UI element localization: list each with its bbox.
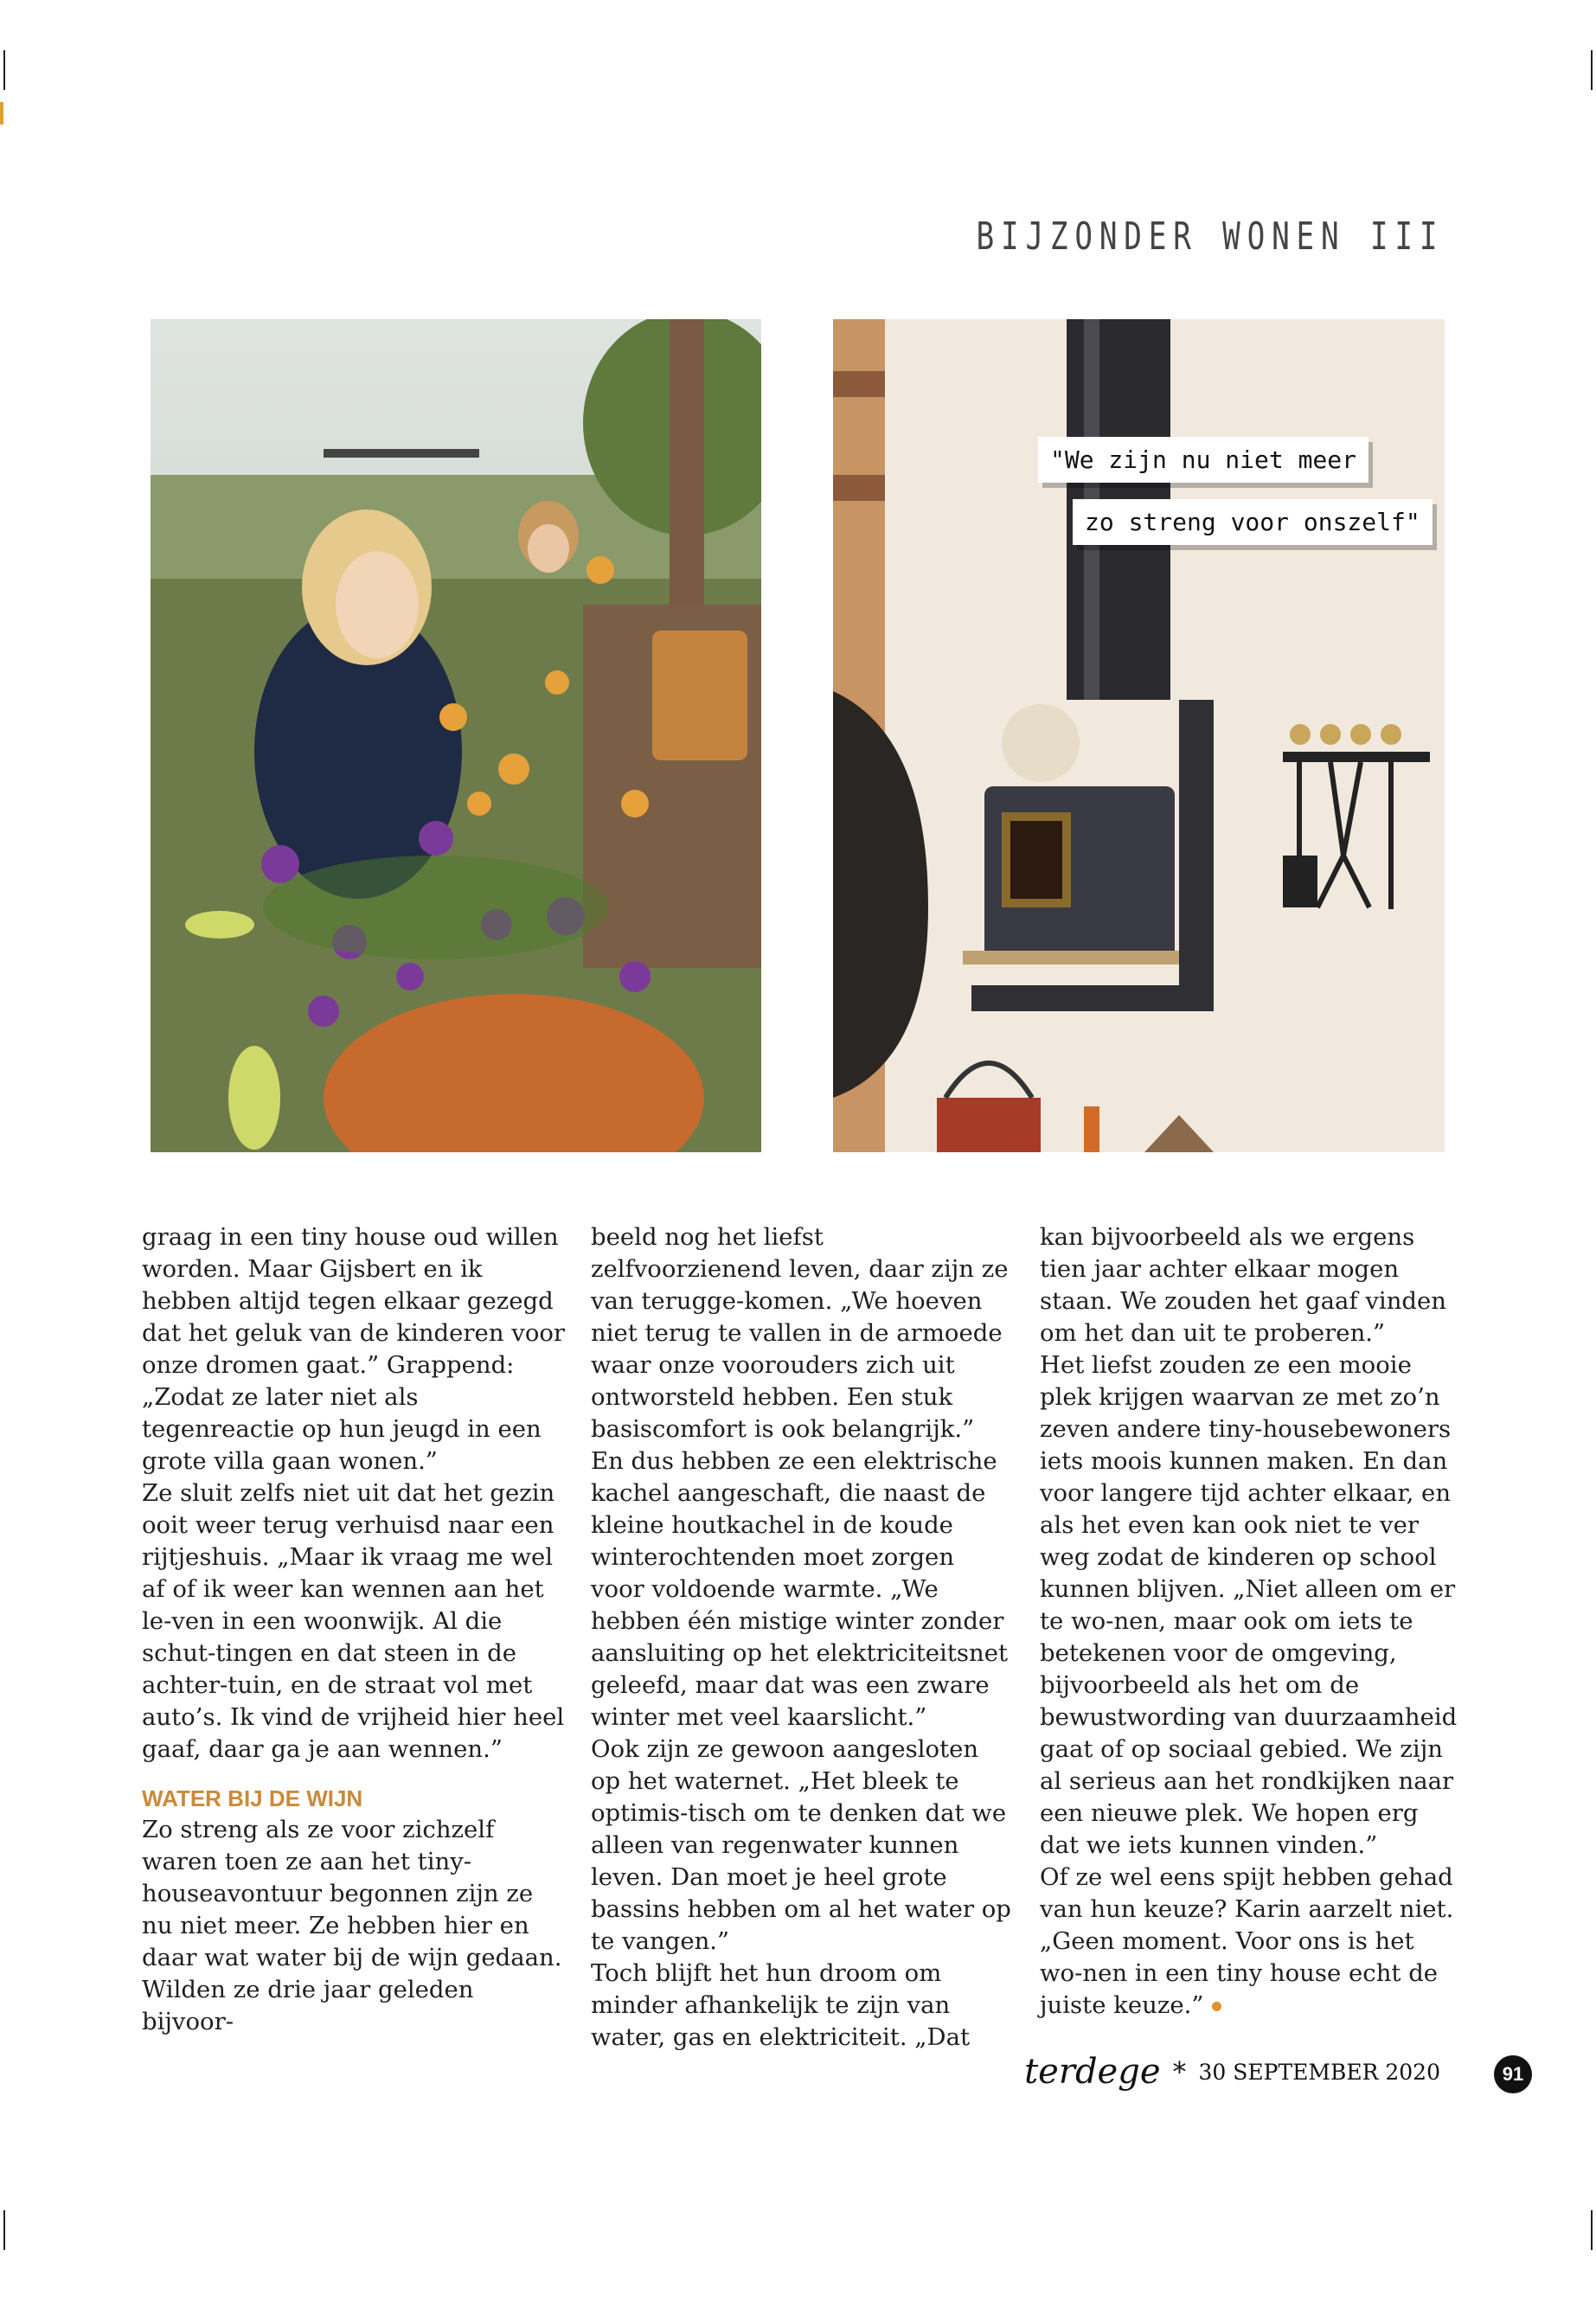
paragraph-text: Of ze wel eens spijt hebben gehad van hun keuze? Karin aarzelt niet. „Geen moment. Voor ons is het wo-nen in een tiny house echt de juiste keuze.” — [1040, 1863, 1454, 2019]
crop-mark-top-right — [1591, 50, 1593, 90]
paragraph: Ook zijn ze gewoon aangesloten op het waternet. „Het bleek te optimis-tisch om te denken dat we alleen van regenwater kunnen leven. Dan moet je heel grote bassins hebben om al het water op te vangen.” — [591, 1735, 1011, 1955]
end-mark-icon — [1212, 2002, 1221, 2011]
paragraph: graag in een tiny house oud willen worden. Maar Gijsbert en ik hebben altijd tegen elkaar gezegd dat het geluk van de kinderen voor onze dromen gaat.” Grappend: „Zodat ze later niet als tegenreactie op hun jeugd in een grote villa gaan wonen.” — [142, 1223, 566, 1475]
paragraph: En dus hebben ze een elektrische kachel aangeschaft, die naast de kleine houtkachel in de koude winterochtenden moet zorgen voor voldoende warmte. „We hebben één mistige winter zonder aansluiting op het elektriciteitsnet geleefd, maar dat was een zware winter met veel kaarslicht.” — [591, 1447, 1009, 1731]
photo-girl-with-flowers — [151, 319, 761, 1152]
text-column-1 — [142, 1221, 566, 2038]
page-number: 91 — [1494, 2055, 1532, 2093]
paragraph — [1040, 1862, 1464, 2022]
section-title: BIJZONDER WONEN III — [976, 215, 1444, 259]
paragraph: Toch blijft het hun droom om minder afhankelijk te zijn van water, gas en elektriciteit. „Dat — [591, 1959, 971, 2051]
crop-mark-bottom-right — [1591, 2210, 1593, 2250]
crop-mark-accent — [0, 102, 3, 125]
paragraph: Zo streng als ze voor zichzelf waren toen ze aan het tiny-houseavontuur begonnen zijn ze nu niet meer. Ze hebben hier en daar wat water bij de wijn gedaan. — [142, 1816, 562, 1971]
paragraph: kan bijvoorbeeld als we ergens tien jaar achter elkaar mogen staan. We zouden het gaaf vinden om het dan uit te proberen.” — [1040, 1223, 1446, 1347]
crop-mark-bottom-left — [3, 2210, 5, 2250]
magazine-brand: terdege — [1024, 2052, 1161, 2092]
pull-quote-line-1: "We zijn nu niet meer — [1038, 437, 1368, 483]
page-footer — [1024, 2052, 1440, 2092]
paragraph: Het liefst zouden ze een mooie plek krijgen waarvan ze met zo’n zeven andere tiny-housebewoners iets moois kunnen maken. En dan voor langere tijd achter elkaar, en als het even kan ook niet te ver weg zodat de kinderen op school kunnen blijven. „Niet alleen om er te wo-nen, maar ook om iets te betekenen voor de omgeving, bijvoorbeeld als het om de bewustwording van duurzaamheid gaat of op sociaal gebied. We zijn al serieus aan het rondkijken naar een nieuwe plek. We hopen erg dat we iets kunnen vinden.” — [1040, 1351, 1458, 1859]
crop-mark-top-left — [3, 50, 5, 90]
paragraph: Ze sluit zelfs niet uit dat het gezin ooit weer terug verhuisd naar een rijtjeshuis. „Maar ik vraag me wel af of ik weer kan wennen aan het le-ven in een woonwijk. Al die schut-tingen en dat steen in de achter-tuin, en de straat vol met auto’s. Ik vind de vrijheid hier heel gaaf, daar ga je aan wennen.” — [142, 1479, 565, 1763]
paragraph: beeld nog het liefst zelfvoorzienend leven, daar zijn ze van terugge-komen. „We hoeven niet terug te vallen in de armoede waar onze voorouders zich uit ontworsteld hebben. Een stuk basiscomfort is ook belangrijk.” — [591, 1223, 1009, 1443]
text-column-3 — [1040, 1221, 1464, 2022]
text-column-2 — [591, 1221, 1015, 2054]
pull-quote-line-2: zo streng voor onszelf" — [1073, 499, 1433, 545]
issue-date: 30 SEPTEMBER 2020 — [1198, 2059, 1440, 2085]
paragraph: Wilden ze drie jaar geleden bijvoor- — [142, 1976, 474, 2035]
subheading: WATER BIJ DE WIJN — [142, 1785, 363, 1811]
separator-star-icon: * — [1172, 2055, 1187, 2088]
